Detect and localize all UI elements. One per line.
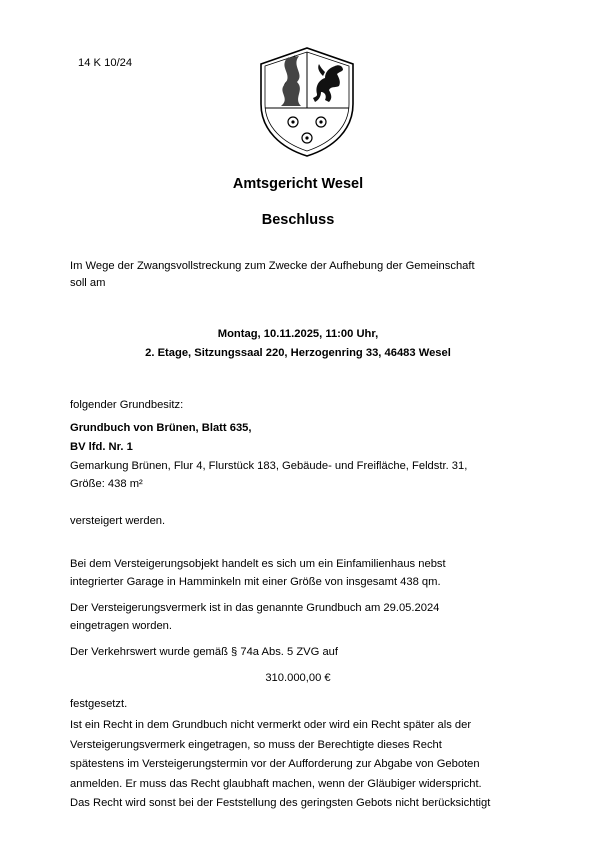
market-value-amount: 310.000,00 €: [265, 672, 331, 684]
object-description-line-1: Bei dem Versteigerungsobjekt handelt es sich um ein Einfamilienhaus nebst: [70, 558, 446, 570]
rights-line-4: anmelden. Er muss das Recht glaubhaft machen, wenn der Gläubiger widerspricht.: [70, 777, 482, 790]
property-label: folgender Grundbesitz:: [70, 399, 184, 411]
rights-line-1: Ist ein Recht in dem Grundbuch nicht vermerkt oder wird ein Recht später als der: [70, 719, 472, 731]
court-name: Amtsgericht Wesel: [232, 176, 364, 192]
intro-line-2: soll am: [70, 277, 106, 289]
rights-line-2: Versteigerungsvermerk eingetragen, so muss der Berechtigte dieses Recht: [70, 738, 442, 751]
market-value-intro: Der Verkehrswert wurde gemäß § 74a Abs. 5 ZVG auf: [70, 646, 339, 658]
registry-note-line-2: eingetragen worden.: [70, 620, 173, 632]
auction-phrase: versteigert werden.: [70, 515, 166, 527]
parcel-description: Gemarkung Brünen, Flur 4, Flurstück 183, Gebäude- und Freifläche, Feldstr. 31,: [70, 460, 468, 472]
rights-line-5: Das Recht wird sonst bei der Feststellung des geringsten Gebots nicht berücksichtigt: [70, 797, 491, 809]
auction-date: Montag, 10.11.2025, 11:00 Uhr,: [217, 328, 379, 340]
rights-paragraph: [70, 716, 540, 814]
coat-of-arms-emblem: [259, 46, 355, 158]
bv-number: BV lfd. Nr. 1: [70, 441, 133, 453]
file-number: 14 K 10/24: [78, 57, 133, 69]
rights-line-3: spätestens im Versteigerungstermin vor der Aufforderung zur Abgabe von Geboten: [70, 758, 480, 770]
auction-location: 2. Etage, Sitzungssaal 220, Herzogenring 33, 46483 Wesel: [145, 347, 451, 359]
property-size: Größe: 438 m²: [70, 478, 143, 490]
fixed-phrase: festgesetzt.: [70, 698, 128, 710]
land-register-entry: Grundbuch von Brünen, Blatt 635,: [70, 422, 252, 434]
object-description-line-2: integrierter Garage in Hamminkeln mit einer Größe von insgesamt 438 qm.: [70, 576, 441, 588]
registry-note-line-1: Der Versteigerungsvermerk ist in das genannte Grundbuch am 29.05.2024: [70, 602, 440, 614]
intro-line-1: Im Wege der Zwangsvollstreckung zum Zwecke der Aufhebung der Gemeinschaft: [70, 260, 475, 272]
document-type: Beschluss: [261, 212, 335, 228]
